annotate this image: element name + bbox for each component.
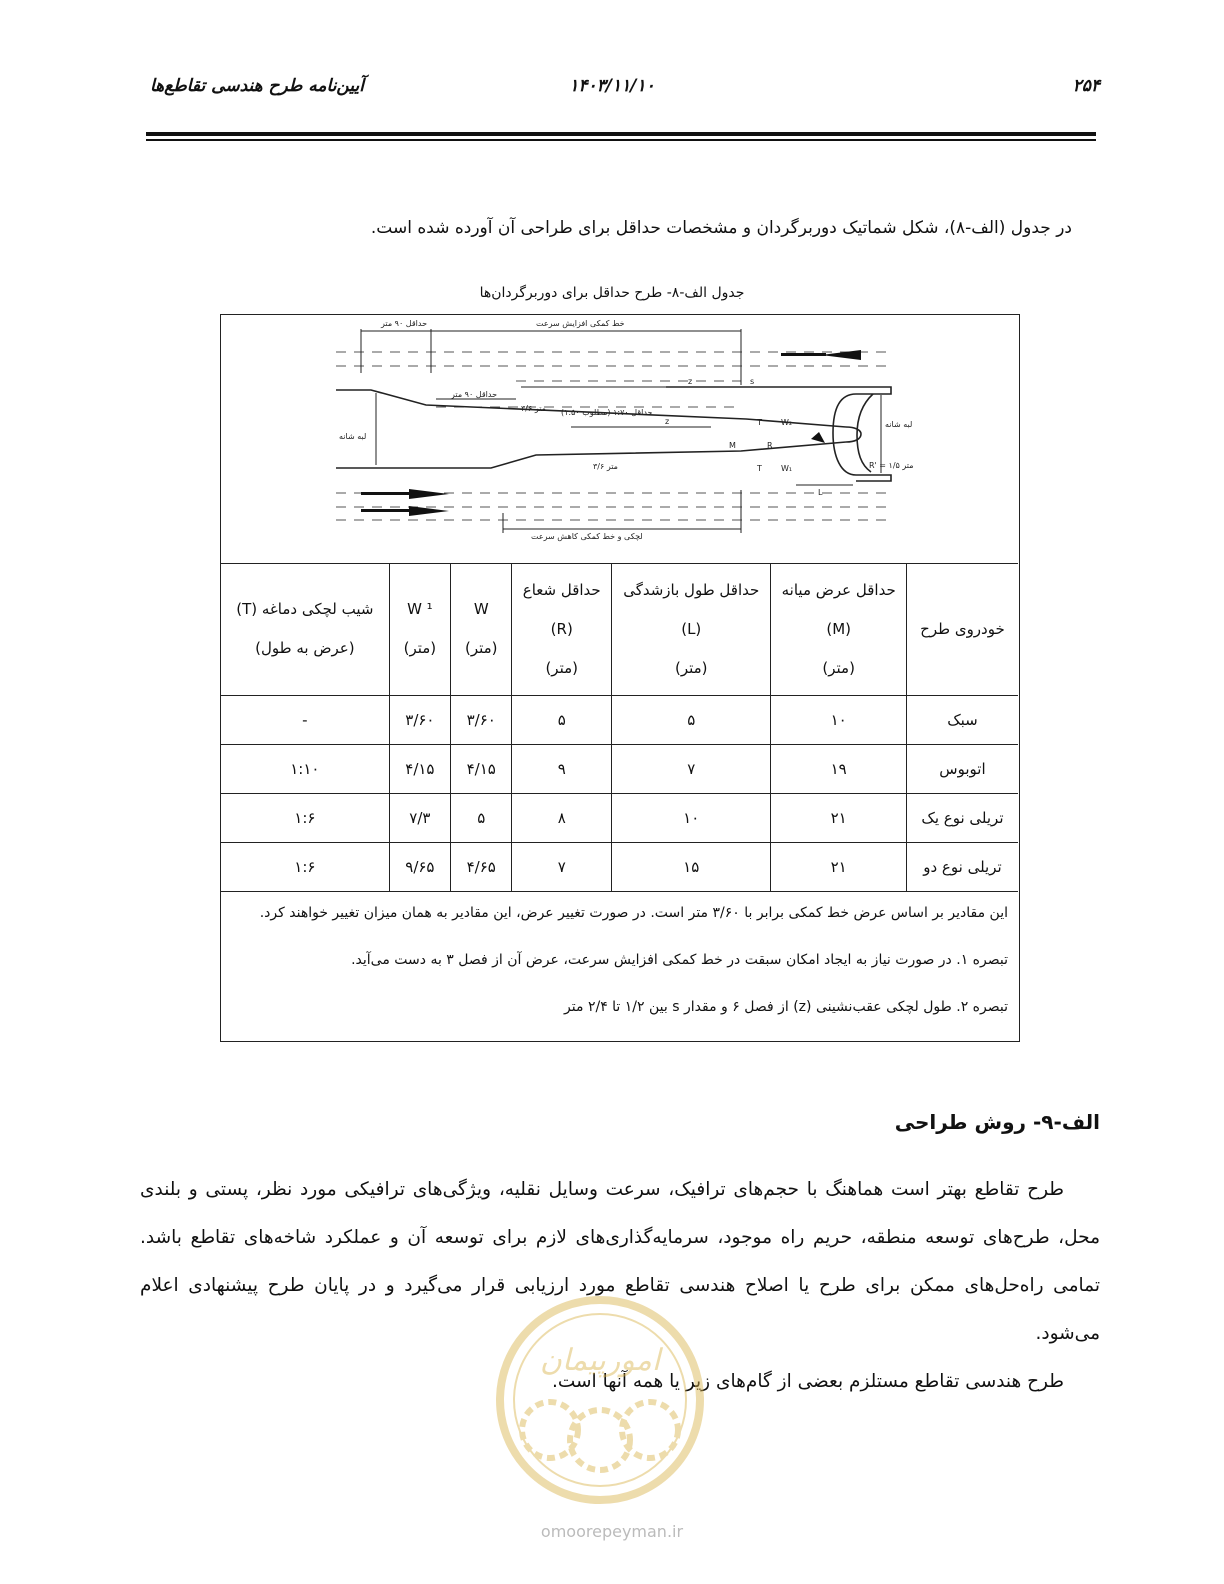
label-shoulder-right: لبه شانه xyxy=(885,420,913,429)
label-z2: z xyxy=(665,417,670,426)
watermark-logo xyxy=(490,1290,710,1510)
table-caption: جدول الف-۸- طرح حداقل برای دوربرگردان‌ها xyxy=(479,285,745,301)
dimension-lines xyxy=(361,329,881,533)
svg-text:امورپیمان: امورپیمان xyxy=(539,1343,661,1378)
label-taper-ratio: حداقل ۱:۷۰ (مطلوب ۱:۵۰) xyxy=(561,408,653,417)
header-date: ۱۴۰۳/۱۱/۱۰ xyxy=(569,76,655,96)
label-min-90m-top: حداقل ۹۰ متر xyxy=(381,319,428,328)
header-taper-slope: شیب لچکی دماغه (T) (عرض به طول) xyxy=(221,563,389,696)
header-title: آیین‌نامه طرح هندسی تقاطع‌ها xyxy=(150,76,364,96)
label-s: s xyxy=(750,377,755,386)
header-rule-thick xyxy=(146,132,1096,136)
label-t1: T xyxy=(757,418,762,427)
header-opening-length: حداقل طول بازشدگی (L) (متر) xyxy=(612,563,771,696)
body-paragraph: طرح تقاطع بهتر است هماهنگ با حجم‌های ترافیک، سرعت وسایل نقلیه، ویژگی‌های ترافیکی مورد نظر، پستی و بلندی محل، طرح‌های توسعه منطقه، حریم راه موجود، سرمایه‌گذاری‌های لازم برای توسعه آن و عملکرد شاخه‌های تقاطع باشد. تمامی راه‌حل‌های ممکن برای طرح یا اصلاح هندسی تقاطع مورد ارزیابی قرار می‌گیرد و در پایان طرح پیشنهادی اعلام می‌شود. xyxy=(140,1179,1100,1344)
body-paragraph: طرح هندسی تقاطع مستلزم بعضی از گام‌های زیر یا همه آنها است. xyxy=(552,1371,1064,1392)
header-w: W (متر) xyxy=(451,563,512,696)
spec-table xyxy=(221,563,1018,892)
label-width-36: ۳/۶ متر xyxy=(593,462,618,471)
label-w1: W₁ xyxy=(781,464,793,473)
page-number: ۲۵۴ xyxy=(1072,76,1100,96)
table-note: تبصره ۱. در صورت نیاز به ایجاد امکان سبقت در خط کمکی افزایش سرعت، عرض آن از فصل ۳ به دست می‌آید. xyxy=(351,952,1008,968)
traffic-arrows xyxy=(361,350,861,516)
turnaround-table xyxy=(220,314,1020,1042)
header-w1: W ¹ (متر) xyxy=(389,563,450,696)
header-median-width: حداقل عرض میانه (M) (متر) xyxy=(771,563,906,696)
turnaround-diagram xyxy=(221,315,1018,564)
table-row: سبک ۱۰ ۵ ۵ ۳/۶۰ ۳/۶۰ - xyxy=(221,696,1018,745)
header-radius: حداقل شعاع (R) (متر) xyxy=(512,563,612,696)
table-row: تریلی نوع یک ۲۱ ۱۰ ۸ ۵ ۷/۳ ۱:۶ xyxy=(221,794,1018,843)
table-row: تریلی نوع دو ۲۱ ۱۵ ۷ ۴/۶۵ ۹/۶۵ ۱:۶ xyxy=(221,843,1018,892)
table-row: اتوبوس ۱۹ ۷ ۹ ۴/۱۵ ۴/۱۵ ۱:۱۰ xyxy=(221,745,1018,794)
intro-paragraph: در جدول (الف-۸)، شکل شماتیک دوربرگردان و مشخصات حداقل برای طراحی آن آورده شده است. xyxy=(370,218,1072,238)
label-m: M xyxy=(729,441,736,450)
label-decel-lane: لچکی و خط کمکی کاهش سرعت xyxy=(531,532,643,541)
label-shoulder-left: لبه شانه xyxy=(339,432,367,441)
label-min-90m-mid: حداقل ۹۰ متر xyxy=(451,390,498,399)
label-l: L xyxy=(818,488,823,497)
turnaround-schematic xyxy=(221,315,1018,563)
table-header-row xyxy=(221,563,1018,696)
label-r: R xyxy=(767,441,773,450)
label-accel-lane: خط کمکی افزایش سرعت xyxy=(536,319,625,328)
label-w2: W₂ xyxy=(781,418,793,427)
gear-seal-icon xyxy=(490,1290,710,1510)
label-r-prime: R' = ۱/۵ متر xyxy=(869,461,914,470)
table-notes xyxy=(221,895,1018,1041)
header-vehicle: خودروی طرح xyxy=(906,563,1018,696)
table-note: این مقادیر بر اساس عرض خط کمکی برابر با ۳/۶۰ متر است. در صورت تغییر عرض، این مقادیر به همان میزان تغییر خواهند کرد. xyxy=(259,905,1008,921)
watermark-url: omoorepeyman.ir xyxy=(540,1522,684,1541)
section-title: الف-۹- روش طراحی xyxy=(894,1110,1100,1134)
table-note: تبصره ۲. طول لچکی عقب‌نشینی (z) از فصل ۶ و مقدار s بین ۱/۲ تا ۲/۴ متر xyxy=(564,999,1008,1015)
header-rule-thin xyxy=(146,139,1096,141)
label-z1: z xyxy=(688,377,693,386)
label-taper-36: ۳/۶ متر xyxy=(521,404,546,413)
label-t2: T xyxy=(757,464,762,473)
